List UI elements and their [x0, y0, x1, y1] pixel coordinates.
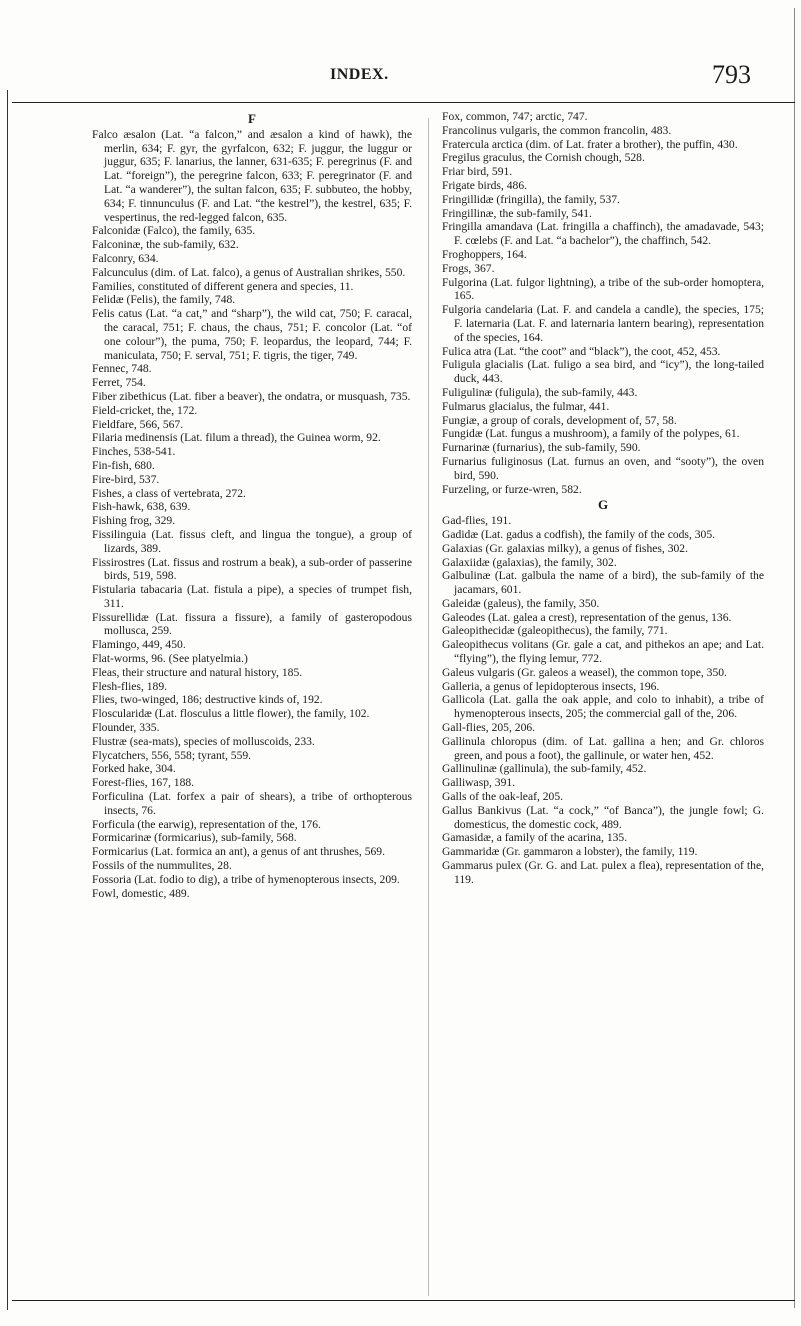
right-column [442, 110, 764, 887]
index-entry: Galleria, a genus of lepidopterous insects, 196. [442, 679, 660, 693]
section-letter-g: G [597, 497, 609, 513]
page-edge-left [7, 90, 8, 1310]
right-entries-g [442, 514, 764, 887]
index-entry: Gadidæ (Lat. gadus a codfish), the family of the cods, 305. [442, 527, 716, 541]
index-entry: Flamingo, 449, 450. [92, 638, 186, 652]
index-entry: Flesh-flies, 189. [92, 679, 168, 693]
bottom-rule [12, 1300, 795, 1301]
index-entry: Frigate birds, 486. [442, 178, 528, 192]
index-entry: Gallus Bankivus (Lat. “a cock,” “of Banca”), the jungle fowl; G. domesticus, the domestic cock, 489. [442, 803, 764, 831]
index-entry: Gallicola (Lat. galla the oak apple, and colo to inhabit), a tribe of hymenopterous insects, 205; the commercial gall of the, 206. [442, 693, 764, 721]
index-entry: Falconinæ, the sub-family, 632. [92, 238, 239, 252]
index-entry: Fennec, 748. [92, 362, 152, 376]
index-entry: Families, constituted of different genera and species, 11. [92, 279, 354, 293]
index-entry: Flustræ (sea-mats), species of molluscoids, 233. [92, 734, 315, 748]
index-entry: Fuligula glacialis (Lat. fuligo a sea bird, and “icy”), the long-tailed duck, 443. [442, 358, 764, 386]
index-entry: Gammarus pulex (Gr. G. and Lat. pulex a flea), representation of the, 119. [442, 859, 764, 886]
index-entry: Fulgoria candelaria (Lat. F. and candela a candle), the species, 175; F. laternaria (Lat. F. and laternaria lantern bearing), representation of the species, 164. [442, 303, 764, 344]
header-rule [12, 102, 795, 103]
running-head [0, 60, 801, 96]
index-entry: Forficulina (Lat. forfex a pair of shears), a tribe of orthopterous insects, 76. [92, 790, 412, 817]
index-entry: Gall-flies, 205, 206. [442, 721, 536, 735]
index-entry: Felis catus (Lat. “a cat,” and “sharp”), the wild cat, 750; F. caracal, the caracal, 751; F. chaus, the chaus, 751; F. concolor (Lat. “of one colour”), the puma, 750; F. leopardus, the leopard, 744; F. maniculata, 750; F. serval, 751; F. tigris, the tiger, 749. [92, 307, 412, 362]
column-divider [428, 118, 429, 1296]
index-entry: Formicarinæ (formicarius), sub-family, 568. [92, 831, 297, 845]
index-entry: Furzeling, or furze-wren, 582. [442, 482, 582, 496]
index-entry: Fieldfare, 566, 567. [92, 417, 184, 431]
index-entry: Formicarius (Lat. formica an ant), a genus of ant thrushes, 569. [92, 845, 385, 859]
index-entry: Forest-flies, 167, 188. [92, 776, 195, 790]
index-entry: Fulgorina (Lat. fulgor lightning), a tribe of the sub-order homoptera, 165. [442, 275, 764, 303]
index-entry: Galeus vulgaris (Gr. galeos a weasel), the common tope, 350. [442, 665, 727, 679]
index-entry: Fratercula arctica (dim. of Lat. frater a brother), the puffin, 430. [442, 137, 738, 151]
index-entry: Friar bird, 591. [442, 165, 513, 179]
index-entry: Fish-hawk, 638, 639. [92, 500, 191, 514]
index-entry: Gammaridæ (Gr. gammaron a lobster), the family, 119. [442, 845, 698, 859]
index-entry: Froghoppers, 164. [442, 247, 527, 261]
index-entry: Falconidæ (Falco), the family, 635. [92, 224, 256, 238]
index-entry: Forked hake, 304. [92, 762, 176, 776]
index-entry: Flies, two-winged, 186; destructive kinds of, 192. [92, 693, 323, 707]
index-entry: Finches, 538-541. [92, 445, 176, 459]
index-entry: Fissilinguia (Lat. fissus cleft, and lingua the tongue), a group of lizards, 389. [92, 527, 412, 555]
index-entry: Fuligulinæ (fuligula), the sub-family, 443. [442, 385, 638, 399]
index-entry: Gallinula chloropus (dim. of Lat. gallina a hen; and Gr. chloros green, and pous a foot), the gallinule, or water hen, 452. [442, 734, 764, 762]
index-entry: Francolinus vulgaris, the common francolin, 483. [442, 123, 672, 137]
index-entry: Galls of the oak-leaf, 205. [442, 790, 564, 804]
index-entry: Fossoria (Lat. fodio to dig), a tribe of hymenopterous insects, 209. [92, 872, 400, 886]
index-entry: Felidæ (Felis), the family, 748. [92, 293, 236, 307]
index-entry: Fringillinæ, the sub-family, 541. [442, 206, 592, 220]
index-entry: Fulmarus glacialus, the fulmar, 441. [442, 399, 610, 413]
index-entry: Gad-flies, 191. [442, 514, 512, 528]
index-entry: Flounder, 335. [92, 721, 160, 735]
index-entry: Fire-bird, 537. [92, 472, 160, 486]
index-entry: Fringillidæ (fringilla), the family, 537. [442, 192, 620, 206]
running-title: INDEX. [330, 66, 389, 83]
index-entry: Fin-fish, 680. [92, 458, 155, 472]
index-entry: Fowl, domestic, 489. [92, 886, 190, 900]
index-entry: Filaria medinensis (Lat. filum a thread), the Guinea worm, 92. [92, 431, 381, 445]
index-entry: Galeopithecidæ (galeopithecus), the family, 771. [442, 624, 668, 638]
index-entry: Falco æsalon (Lat. “a falcon,” and æsalon a kind of hawk), the merlin, 634; F. gyr, the gyrfalcon, 632; F. juggur, the luggur or juggur, 635; F. lanarius, the lanner, 631-635; F. peregrinus (F. and Lat. “foreign”), the peregrine falcon, 633; F. peregrinator (F. and Lat. “a wanderer”), the sultan falcon, 635; F. subbuteo, the hobby, 634; F. tinnunculus (F. and Lat. “the kestrel”), the kestrel, 635; F. vespertinus, the red-legged falcon, 635. [92, 127, 412, 224]
index-entry: Galeopithecus volitans (Gr. gale a cat, and pithekos an ape; and Lat. “flying”), the flying lemur, 772. [442, 638, 764, 666]
index-entry: Falconry, 634. [92, 251, 159, 265]
index-entry: Fungidæ (Lat. fungus a mushroom), a family of the polypes, 61. [442, 427, 740, 441]
index-entry: Galaxias (Gr. galaxias milky), a genus of fishes, 302. [442, 541, 688, 555]
index-entry: Fox, common, 747; arctic, 747. [442, 110, 588, 123]
index-entry: Forficula (the earwig), representation of the, 176. [92, 817, 321, 831]
index-entry: Galbulinæ (Lat. galbula the name of a bird), the sub-family of the jacamars, 601. [442, 569, 764, 597]
page-edge-right [794, 8, 795, 1308]
index-entry: Gallinulinæ (gallinula), the sub-family, 452. [442, 762, 647, 776]
right-entries-f [442, 110, 764, 496]
index-entry: Fossils of the nummulites, 28. [92, 859, 232, 873]
index-entry: Furnarius fuliginosus (Lat. furnus an oven, and “sooty”), the oven bird, 590. [442, 454, 764, 482]
index-entry: Falcunculus (dim. of Lat. falco), a genus of Australian shrikes, 550. [92, 265, 406, 279]
index-entry: Field-cricket, the, 172. [92, 403, 198, 417]
index-entry: Fiber zibethicus (Lat. fiber a beaver), the ondatra, or musquash, 735. [92, 389, 411, 403]
index-entry: Galeodes (Lat. galea a crest), representation of the genus, 136. [442, 610, 732, 624]
index-entry: Fregilus graculus, the Cornish chough, 528. [442, 151, 645, 165]
index-entry: Furnarinæ (furnarius), the sub-family, 590. [442, 441, 641, 455]
index-entry: Fringilla amandava (Lat. fringilla a chaffinch), the amadavade, 543; F. cœlebs (F. and Lat. “a bachelor”), the chaffinch, 542. [442, 220, 764, 248]
section-letter-f: F [248, 111, 256, 126]
index-entry: Galeidæ (galeus), the family, 350. [442, 596, 600, 610]
index-entry: Fungiæ, a group of corals, development of, 57, 58. [442, 413, 677, 427]
index-entry: Fishing frog, 329. [92, 514, 176, 528]
index-entry: Fissirostres (Lat. fissus and rostrum a beak), a sub-order of passerine birds, 519, 598. [92, 555, 412, 583]
left-column [92, 110, 412, 900]
index-entry: Fissurellidæ (Lat. fissura a fissure), a family of gasteropodous mollusca, 259. [92, 610, 412, 638]
index-entry: Fulica atra (Lat. “the coot” and “black”), the coot, 452, 453. [442, 344, 721, 358]
index-entry: Flat-worms, 96. (See platyelmia.) [92, 652, 248, 666]
index-entry: Flycatchers, 556, 558; tyrant, 559. [92, 748, 252, 762]
index-entry: Galliwasp, 391. [442, 776, 516, 790]
index-entry: Fleas, their structure and natural history, 185. [92, 665, 303, 679]
index-entry: Fistularia tabacaria (Lat. fistula a pipe), a species of trumpet fish, 311. [92, 583, 412, 610]
index-entry: Galaxiidæ (galaxias), the family, 302. [442, 555, 617, 569]
index-entry: Frogs, 367. [442, 261, 495, 275]
index-entry: Floscularidæ (Lat. flosculus a little flower), the family, 102. [92, 707, 370, 721]
index-entry: Ferret, 754. [92, 376, 146, 390]
index-entry: Gamasidæ, a family of the acarina, 135. [442, 831, 628, 845]
index-entry: Fishes, a class of vertebrata, 272. [92, 486, 246, 500]
page-number: 793 [712, 60, 751, 89]
